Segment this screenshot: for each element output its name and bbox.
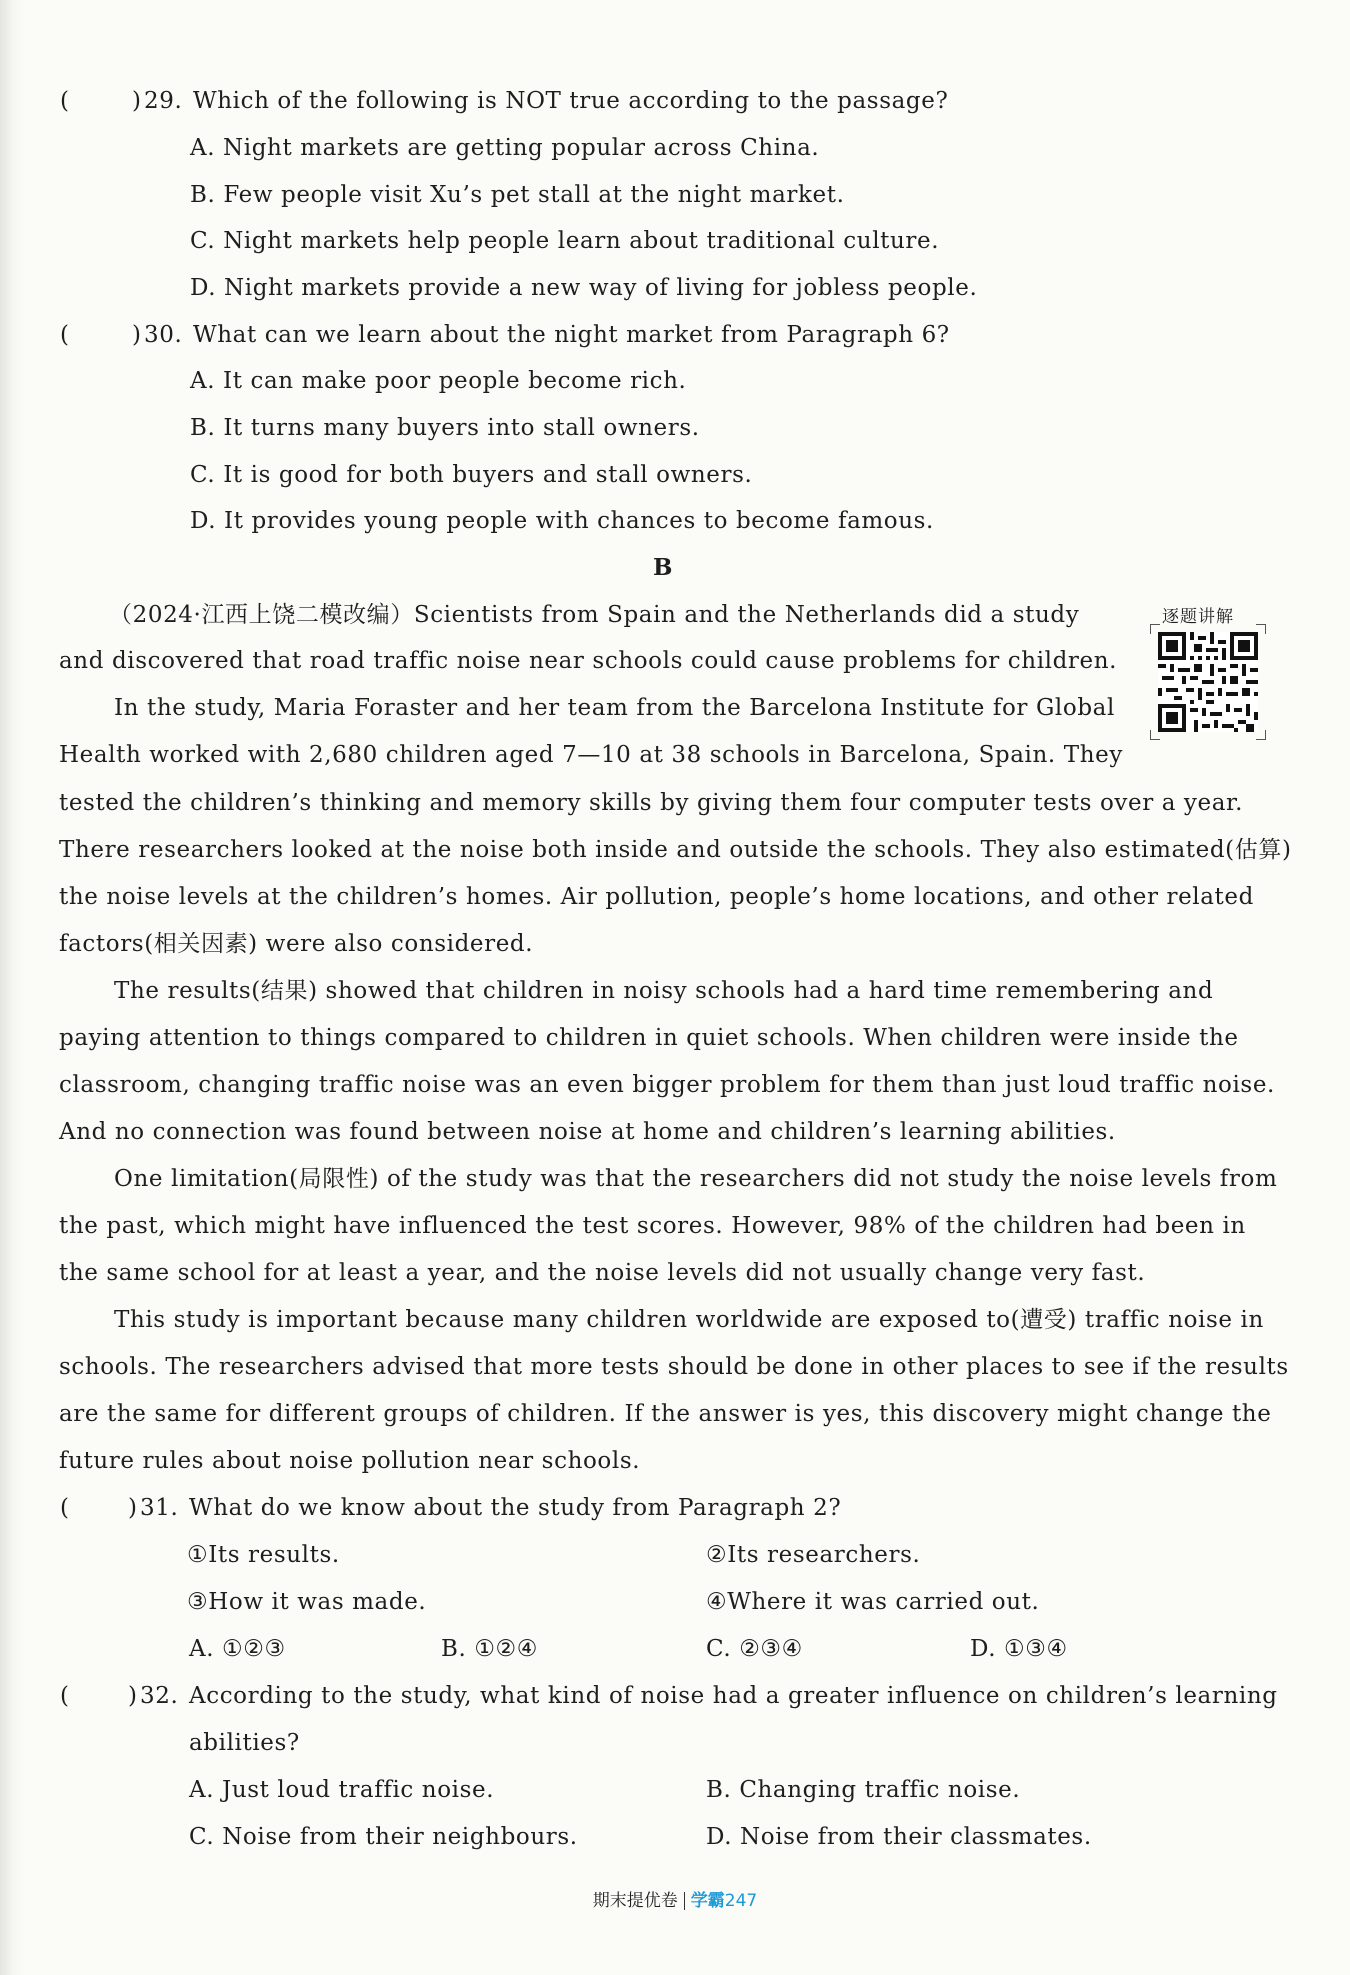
passage-line: This study is important because many children worldwide are exposed to(遭受) traffic noise in — [114, 1307, 1264, 1333]
answer-blank-close: ) — [132, 322, 141, 348]
q31-option-b: B. ①②④ — [441, 1636, 538, 1662]
answer-blank-29[interactable]: ( — [60, 88, 69, 114]
section-heading: B — [653, 554, 674, 581]
passage-line: And no connection was found between noise at home and children’s learning abilities. — [59, 1119, 1116, 1145]
passage-line: factors(相关因素) were also considered. — [59, 931, 534, 957]
passage-line: Health worked with 2,680 children aged 7—10 at 38 schools in Barcelona, Spain. They — [59, 742, 1123, 768]
qr-code-icon[interactable] — [1158, 632, 1258, 732]
passage-line: the past, which might have influenced the test scores. However, 98% of the children had been in — [59, 1213, 1246, 1239]
answer-blank-31[interactable]: ( — [60, 1495, 69, 1521]
passage-line: There researchers looked at the noise both inside and outside the schools. They also estimated(估算) — [59, 837, 1292, 863]
question-stem-29: Which of the following is NOT true according to the passage? — [193, 88, 949, 114]
passage-line: （2024·江西上饶二模改编）Scientists from Spain and the Netherlands did a study — [109, 602, 1080, 628]
footer-title: 期末提优卷 — [592, 1891, 678, 1911]
q30-option-b: B. It turns many buyers into stall owners. — [190, 415, 700, 441]
q29-option-a: A. Night markets are getting popular across China. — [190, 135, 820, 161]
q32-option-a: A. Just loud traffic noise. — [189, 1777, 495, 1803]
answer-blank-close: ) — [128, 1683, 137, 1709]
passage-line: In the study, Maria Foraster and her team from the Barcelona Institute for Global — [114, 695, 1115, 721]
question-number-29: 29. — [144, 88, 183, 114]
q31-item-4: ④Where it was carried out. — [706, 1589, 1040, 1615]
footer-divider — [684, 1892, 685, 1910]
passage-line: tested the children’s thinking and memory skills by giving them four computer tests over a year. — [59, 790, 1244, 816]
passage-line: The results(结果) showed that children in noisy schools had a hard time remembering and — [114, 978, 1214, 1004]
answer-blank-close: ) — [128, 1495, 137, 1521]
question-stem-32-cont: abilities? — [189, 1730, 300, 1756]
q32-option-b: B. Changing traffic noise. — [706, 1777, 1021, 1803]
question-number-30: 30. — [144, 322, 183, 348]
q32-option-d: D. Noise from their classmates. — [706, 1824, 1092, 1850]
q30-option-d: D. It provides young people with chances to become famous. — [190, 508, 934, 534]
q30-option-a: A. It can make poor people become rich. — [190, 368, 687, 394]
question-stem-32: According to the study, what kind of noise had a greater influence on children’s learning — [189, 1683, 1278, 1709]
question-stem-30: What can we learn about the night market from Paragraph 6? — [193, 322, 950, 348]
q31-item-1: ①Its results. — [187, 1542, 340, 1568]
page-footer — [0, 1886, 1350, 1911]
passage-line: the noise levels at the children’s homes. Air pollution, people’s home locations, and other related — [59, 884, 1254, 910]
answer-blank-30[interactable]: ( — [60, 322, 69, 348]
q29-option-d: D. Night markets provide a new way of living for jobless people. — [190, 275, 978, 301]
question-number-32: 32. — [140, 1683, 179, 1709]
footer-brand: 学霸 — [690, 1891, 725, 1911]
page-number: 247 — [724, 1891, 758, 1911]
passage-line: and discovered that road traffic noise near schools could cause problems for children. — [59, 648, 1118, 674]
question-number-31: 31. — [140, 1495, 179, 1521]
passage-line: are the same for different groups of children. If the answer is yes, this discovery might change the — [59, 1401, 1272, 1427]
q32-option-c: C. Noise from their neighbours. — [189, 1824, 578, 1850]
q29-option-b: B. Few people visit Xu’s pet stall at the night market. — [190, 182, 845, 208]
passage-line: schools. The researchers advised that more tests should be done in other places to see if the results — [59, 1354, 1289, 1380]
q31-option-a: A. ①②③ — [189, 1636, 286, 1662]
q30-option-c: C. It is good for both buyers and stall owners. — [190, 462, 753, 488]
qr-label: 逐题讲解 — [1162, 607, 1234, 627]
passage-line: classroom, changing traffic noise was an even bigger problem for them than just loud traffic noise. — [59, 1072, 1275, 1098]
q31-option-c: C. ②③④ — [706, 1636, 803, 1662]
q31-item-2: ②Its researchers. — [706, 1542, 921, 1568]
q31-item-3: ③How it was made. — [187, 1589, 427, 1615]
question-stem-31: What do we know about the study from Paragraph 2? — [189, 1495, 842, 1521]
passage-line: the same school for at least a year, and the noise levels did not usually change very fast. — [59, 1260, 1146, 1286]
passage-line: future rules about noise pollution near schools. — [59, 1448, 641, 1474]
answer-blank-32[interactable]: ( — [60, 1683, 69, 1709]
q29-option-c: C. Night markets help people learn about traditional culture. — [190, 228, 940, 254]
answer-blank-close: ) — [132, 88, 141, 114]
passage-line: paying attention to things compared to children in quiet schools. When children were inside the — [59, 1025, 1239, 1051]
passage-line: One limitation(局限性) of the study was that the researchers did not study the noise levels from — [114, 1166, 1278, 1192]
q31-option-d: D. ①③④ — [970, 1636, 1068, 1662]
